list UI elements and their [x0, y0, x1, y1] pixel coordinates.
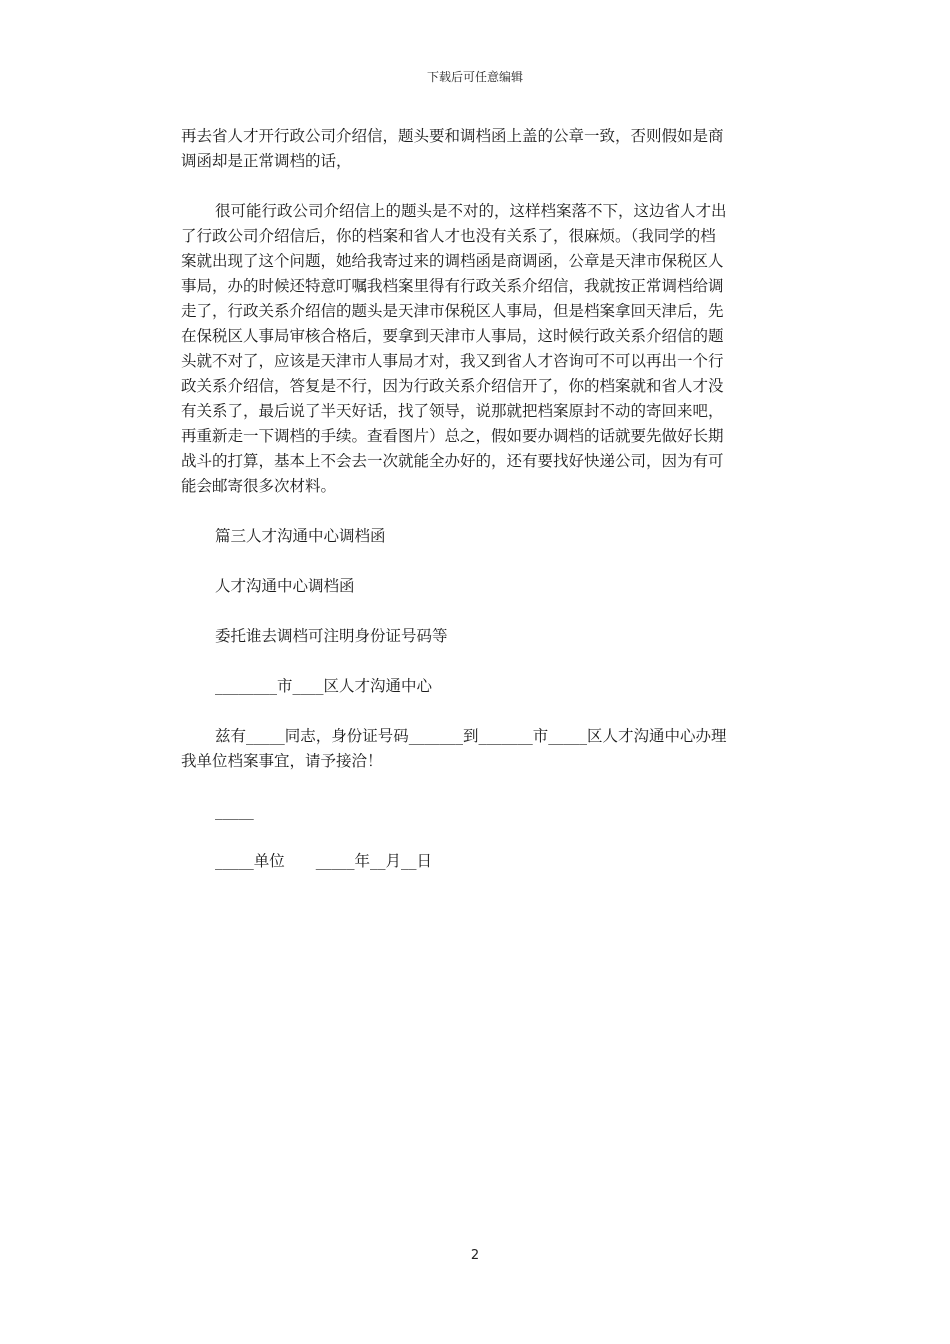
text-line: 政关系介绍信，答复是不行，因为行政关系介绍信开了，你的档案就和省人才没 — [181, 377, 724, 395]
signature-line: _____单位 _____年__月__日 — [215, 852, 433, 870]
paragraph-1 — [181, 124, 771, 174]
letter-addressee: ________市____区人才沟通中心 — [215, 677, 433, 695]
letter-title: 人才沟通中心调档函 — [215, 577, 355, 595]
text-line: 走了，行政关系介绍信的题头是天津市保税区人事局，但是档案拿回天津后，先 — [181, 302, 724, 320]
paragraph-2 — [181, 199, 771, 499]
page-number: 2 — [470, 1248, 480, 1263]
document-body — [181, 124, 771, 899]
text-line: 我单位档案事宜，请予接洽！ — [181, 752, 383, 770]
text-line: 调函却是正常调档的话， — [181, 152, 352, 170]
letter-body — [181, 724, 771, 774]
text-line: 了行政公司介绍信后，你的档案和省人才也没有关系了，很麻烦。（我同学的档 — [181, 227, 716, 245]
text-line: 再去省人才开行政公司介绍信，题头要和调档函上盖的公章一致，否则假如是商 — [181, 127, 724, 145]
section-heading: 篇三人才沟通中心调档函 — [215, 527, 386, 545]
text-line: 头就不对了，应该是天津市人事局才对，我又到省人才咨询可不可以再出一个行 — [181, 352, 724, 370]
page-header: 下载后可任意编辑 — [426, 70, 523, 84]
text-line: 在保税区人事局审核合格后，要拿到天津市人事局，这时候行政关系介绍信的题 — [181, 327, 724, 345]
text-line: 兹有_____同志，身份证号码_______到_______市_____区人才沟通中心办理 — [215, 727, 727, 745]
text-line: 案就出现了这个问题，她给我寄过来的调档函是商调函，公章是天津市保税区人 — [181, 252, 724, 270]
text-line: 很可能行政公司介绍信上的题头是不对的，这样档案落不下，这边省人才出 — [215, 202, 727, 220]
text-line: 事局，办的时候还特意叮嘱我档案里得有行政关系介绍信，我就按正常调档给调 — [181, 277, 724, 295]
text-line: 有关系了，最后说了半天好话，找了领导，说那就把档案原封不动的寄回来吧， — [181, 402, 724, 420]
letter-note: 委托谁去调档可注明身份证号码等 — [215, 627, 448, 645]
signature-blank: _____ — [215, 802, 254, 820]
text-line: 战斗的打算，基本上不会去一次就能全办好的，还有要找好快递公司，因为有可 — [181, 452, 724, 470]
text-line: 能会邮寄很多次材料。 — [181, 477, 337, 495]
text-line: 再重新走一下调档的手续。查看图片）总之，假如要办调档的话就要先做好长期 — [181, 427, 724, 445]
